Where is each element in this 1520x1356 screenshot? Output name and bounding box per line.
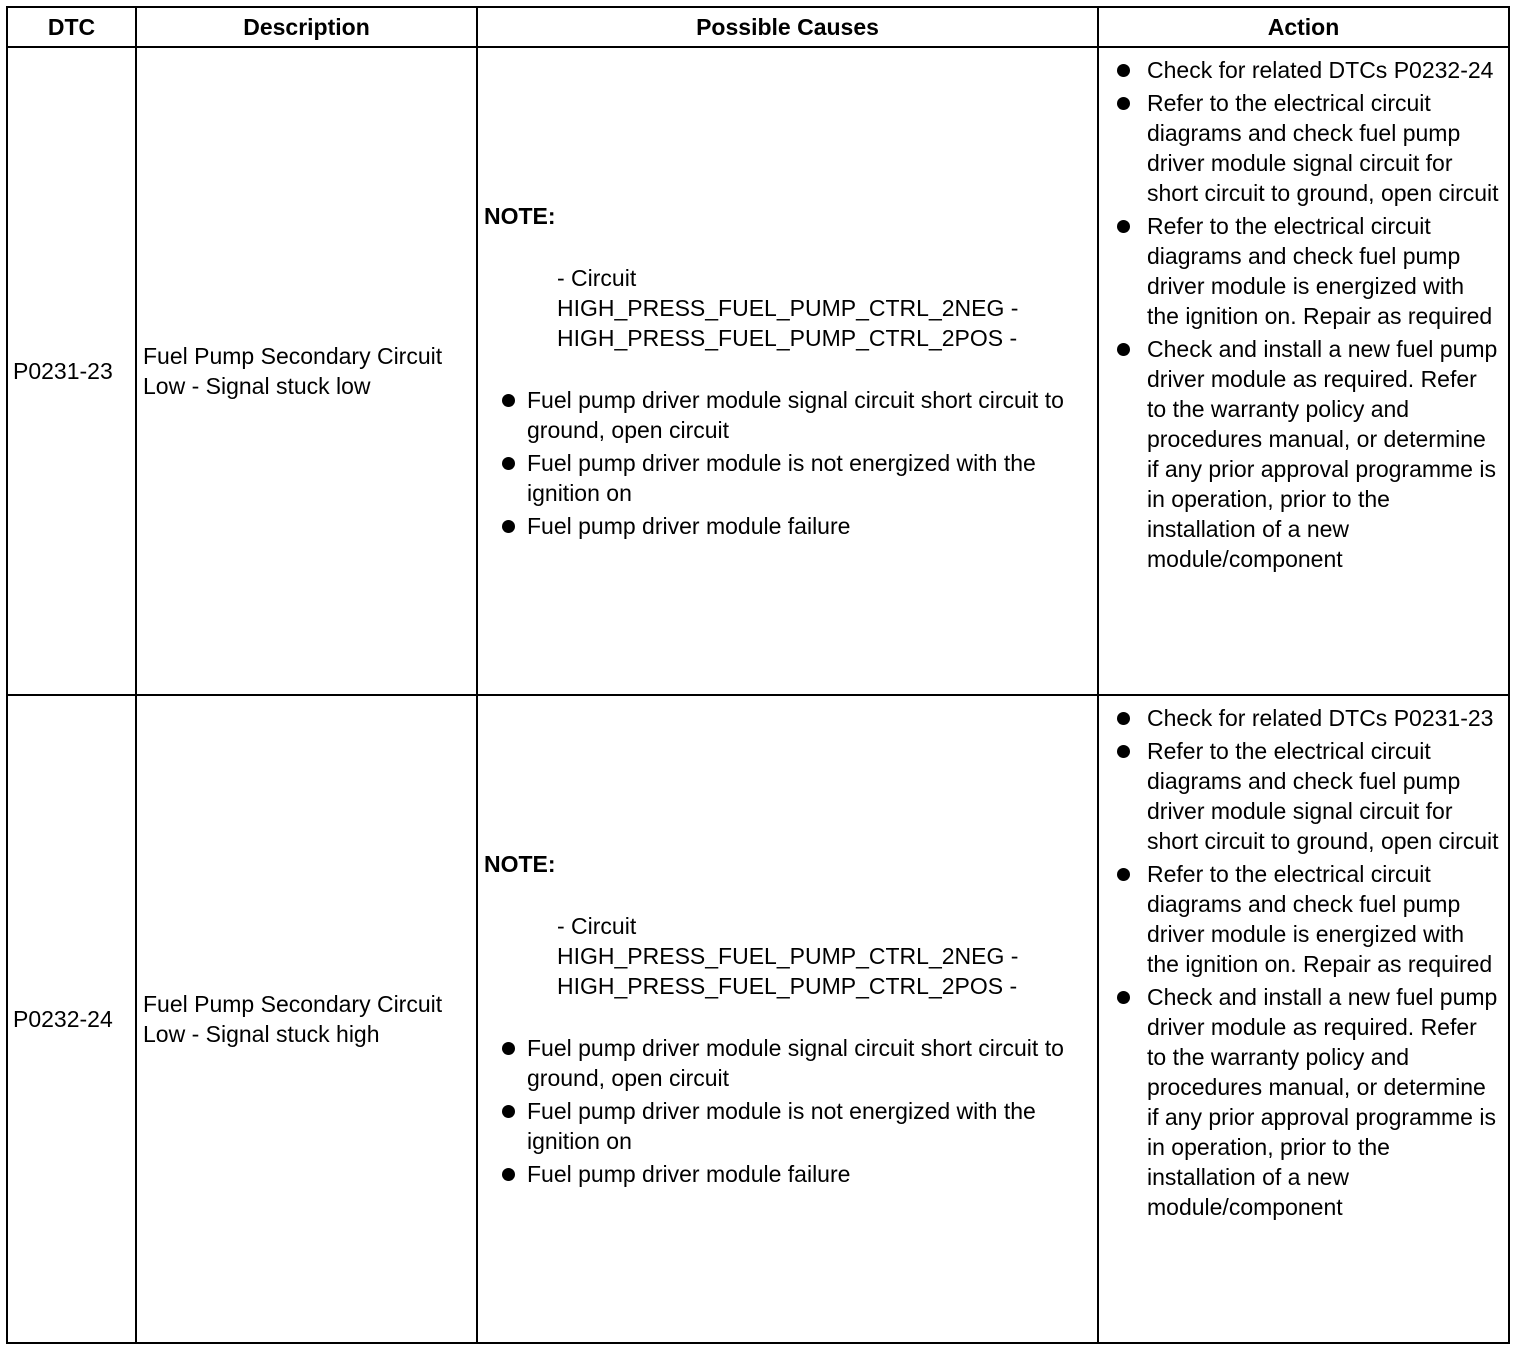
- cause-item: [484, 448, 1091, 508]
- action-text: Check for related DTCs P0232-24: [1147, 57, 1494, 83]
- circuit-note: [557, 911, 1091, 1001]
- cause-text: Fuel pump driver module is not energized with the ignition on: [527, 450, 1036, 506]
- circuit-line: - Circuit: [557, 913, 637, 939]
- action-item: [1117, 88, 1502, 208]
- action-item: [1117, 736, 1502, 856]
- action-text: Refer to the electrical circuit diagrams and check fuel pump driver module is energized with the ignition on. Repair as required: [1147, 213, 1493, 329]
- actions-list: [1117, 703, 1502, 1222]
- cause-text: Fuel pump driver module signal circuit short circuit to ground, open circuit: [527, 387, 1064, 443]
- action-text: Refer to the electrical circuit diagrams and check fuel pump driver module signal circuit for short circuit to ground, open circuit: [1147, 90, 1499, 206]
- header-description: Description: [136, 7, 477, 47]
- bullet-icon: [502, 520, 515, 533]
- circuit-line: HIGH_PRESS_FUEL_PUMP_CTRL_2NEG -: [557, 943, 1019, 969]
- bullet-icon: [502, 1105, 515, 1118]
- note-label: NOTE:: [484, 203, 556, 229]
- dtc-table: [6, 6, 1510, 1344]
- bullet-icon: [502, 1168, 515, 1181]
- table-row: [7, 695, 1509, 1343]
- description-line: Fuel Pump Secondary Circuit: [143, 991, 443, 1017]
- action-item: [1117, 982, 1502, 1222]
- table-row: [7, 47, 1509, 695]
- action-item: [1117, 703, 1502, 733]
- bullet-icon: [1117, 712, 1130, 725]
- description-line: Fuel Pump Secondary Circuit: [143, 343, 443, 369]
- action-item: [1117, 859, 1502, 979]
- action-text: Refer to the electrical circuit diagrams and check fuel pump driver module is energized with the ignition on. Repair as required: [1147, 861, 1493, 977]
- action-item: [1117, 55, 1502, 85]
- cause-text: Fuel pump driver module failure: [527, 1161, 851, 1187]
- bullet-icon: [502, 394, 515, 407]
- cause-item: [484, 385, 1091, 445]
- actions: [1098, 695, 1509, 1343]
- circuit-line: HIGH_PRESS_FUEL_PUMP_CTRL_2POS -: [557, 325, 1018, 351]
- cause-item: [484, 1096, 1091, 1156]
- description-line: Low - Signal stuck high: [143, 1021, 380, 1047]
- bullet-icon: [1117, 868, 1130, 881]
- possible-causes: [477, 695, 1098, 1343]
- bullet-icon: [1117, 745, 1130, 758]
- cause-item: [484, 511, 1091, 541]
- action-item: [1117, 211, 1502, 331]
- bullet-icon: [1117, 97, 1130, 110]
- dtc-description: [136, 695, 477, 1343]
- document-page: [6, 6, 1508, 1344]
- note-label: NOTE:: [484, 851, 556, 877]
- action-text: Refer to the electrical circuit diagrams and check fuel pump driver module signal circuit for short circuit to ground, open circuit: [1147, 738, 1499, 854]
- bullet-icon: [1117, 343, 1130, 356]
- header-action: Action: [1098, 7, 1509, 47]
- circuit-line: HIGH_PRESS_FUEL_PUMP_CTRL_2NEG -: [557, 295, 1019, 321]
- bullet-icon: [1117, 220, 1130, 233]
- cause-text: Fuel pump driver module is not energized with the ignition on: [527, 1098, 1036, 1154]
- action-text: Check and install a new fuel pump driver module as required. Refer to the warranty policy and procedures manual, or determine if any prior approval programme is in operation, prior to the installation of a new module/component: [1147, 984, 1498, 1220]
- action-text: Check and install a new fuel pump driver module as required. Refer to the warranty policy and procedures manual, or determine if any prior approval programme is in operation, prior to the installation of a new module/component: [1147, 336, 1498, 572]
- bullet-icon: [1117, 991, 1130, 1004]
- action-item: [1117, 334, 1502, 574]
- circuit-line: - Circuit: [557, 265, 637, 291]
- header-possible-causes: Possible Causes: [477, 7, 1098, 47]
- table-header-row: [7, 7, 1509, 47]
- actions: [1098, 47, 1509, 695]
- dtc-code: P0231-23: [7, 47, 136, 695]
- circuit-line: HIGH_PRESS_FUEL_PUMP_CTRL_2POS -: [557, 973, 1018, 999]
- dtc-description: [136, 47, 477, 695]
- header-dtc: DTC: [7, 7, 136, 47]
- description-line: Low - Signal stuck low: [143, 373, 371, 399]
- cause-item: [484, 1033, 1091, 1093]
- bullet-icon: [502, 457, 515, 470]
- bullet-icon: [1117, 64, 1130, 77]
- cause-text: Fuel pump driver module signal circuit short circuit to ground, open circuit: [527, 1035, 1064, 1091]
- dtc-code: P0232-24: [7, 695, 136, 1343]
- cause-item: [484, 1159, 1091, 1189]
- causes-list: [484, 385, 1091, 541]
- bullet-icon: [502, 1042, 515, 1055]
- cause-text: Fuel pump driver module failure: [527, 513, 851, 539]
- actions-list: [1117, 55, 1502, 574]
- circuit-note: [557, 263, 1091, 353]
- possible-causes: [477, 47, 1098, 695]
- causes-list: [484, 1033, 1091, 1189]
- action-text: Check for related DTCs P0231-23: [1147, 705, 1494, 731]
